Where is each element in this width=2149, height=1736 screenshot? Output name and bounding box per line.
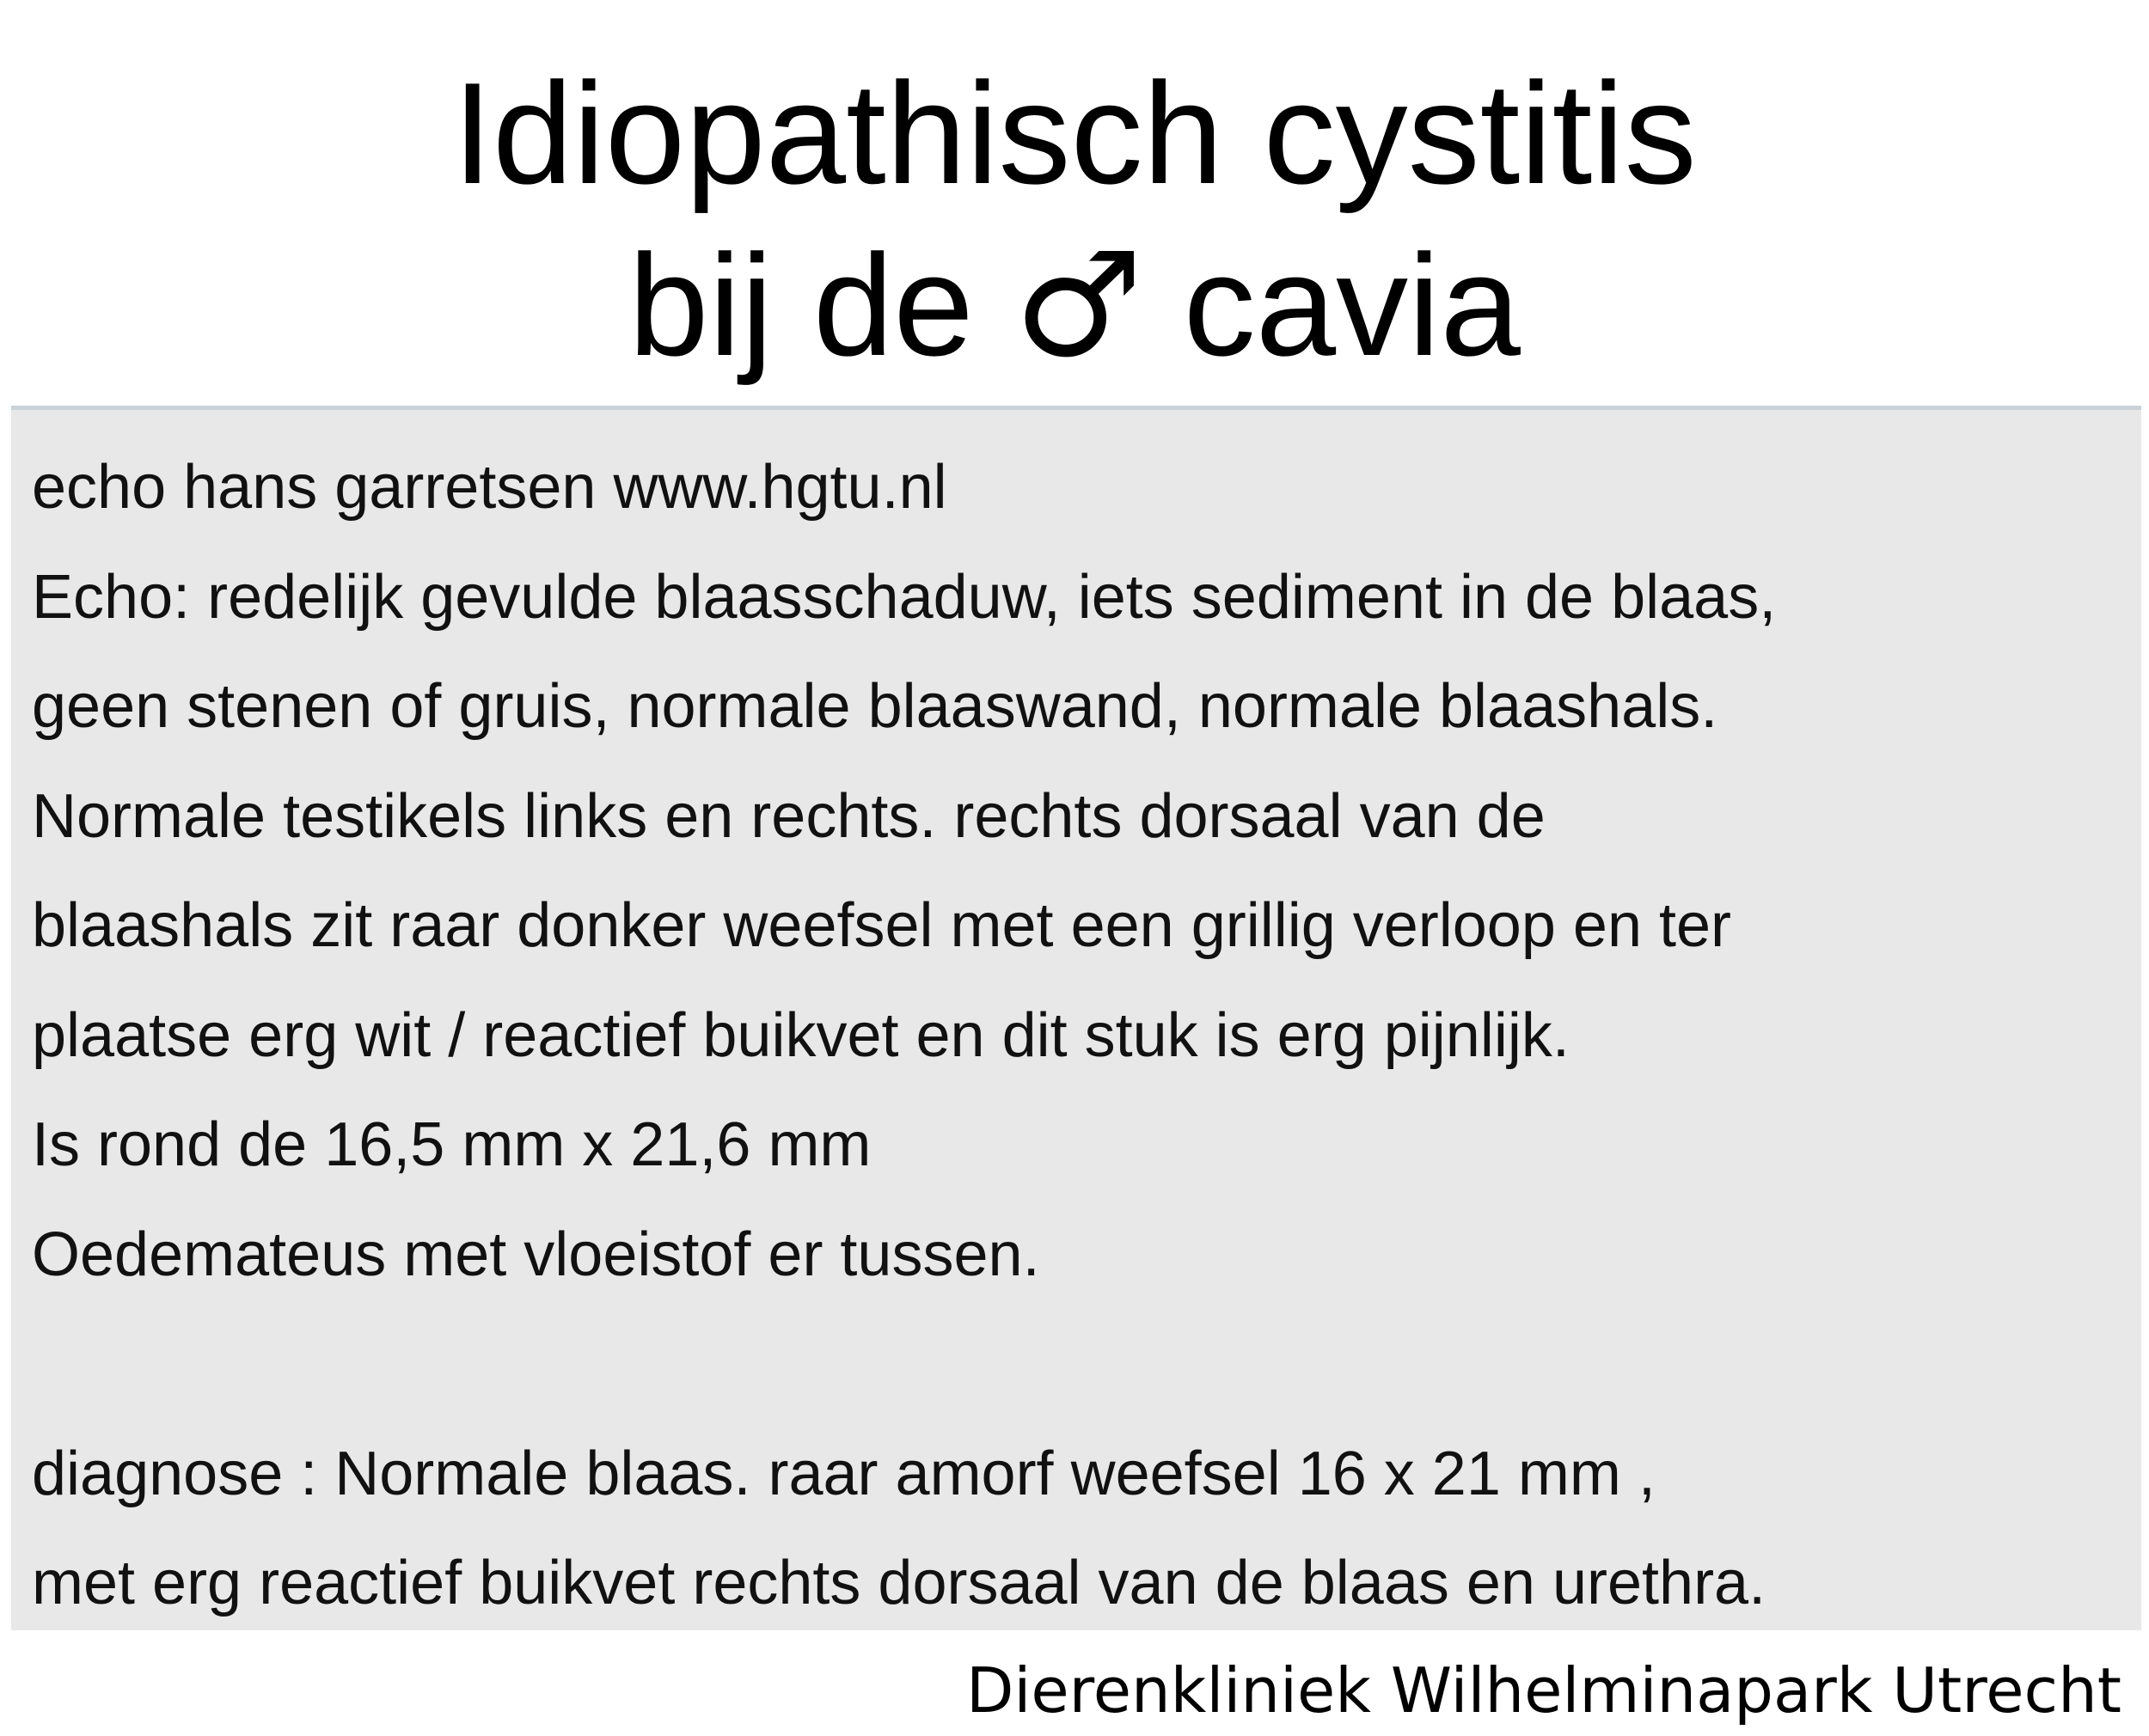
report-line: Is rond de 16,5 mm x 21,6 mm — [32, 1110, 872, 1179]
report-line-diagnosis: diagnose : Normale blaas. raar amorf weefsel 16 x 21 mm , — [32, 1439, 1656, 1508]
title-line-2-end: cavia — [1143, 224, 1521, 386]
report-line: Oedemateus met vloeistof er tussen. — [32, 1219, 1040, 1289]
report-line-diagnosis: met erg reactief buikvet rechts dorsaal van de blaas en urethra. — [32, 1549, 1766, 1617]
title-line-2-start: bij de — [628, 224, 1014, 386]
report-line: Normale testikels links en rechts. rechts dorsaal van de — [32, 781, 1546, 851]
title-line-2 — [0, 219, 2149, 391]
report-line: plaatse erg wit / reactief buikvet en dit stuk is erg pijnlijk. — [32, 1000, 1570, 1070]
page-title — [0, 47, 2149, 391]
report-line: Echo: redelijk gevulde blaasschaduw, iets sediment in de blaas, — [32, 562, 1777, 632]
report-line: blaashals zit raar donker weefsel met een grillig verloop en ter — [32, 891, 1732, 960]
clinic-credit: Dierenkliniek Wilhelminapark Utrecht — [965, 1654, 2121, 1727]
report-line: echo hans garretsen www.hgtu.nl — [32, 453, 947, 522]
male-symbol-icon: ♂ — [1013, 221, 1144, 389]
echo-report-panel — [11, 406, 2141, 1630]
report-line-blank — [32, 1310, 2129, 1420]
report-line: geen stenen of gruis, normale blaaswand, normale blaashals. — [32, 672, 1718, 741]
title-line-1: Idiopathisch cystitis — [452, 52, 1697, 214]
echo-report-text — [32, 433, 2129, 1639]
